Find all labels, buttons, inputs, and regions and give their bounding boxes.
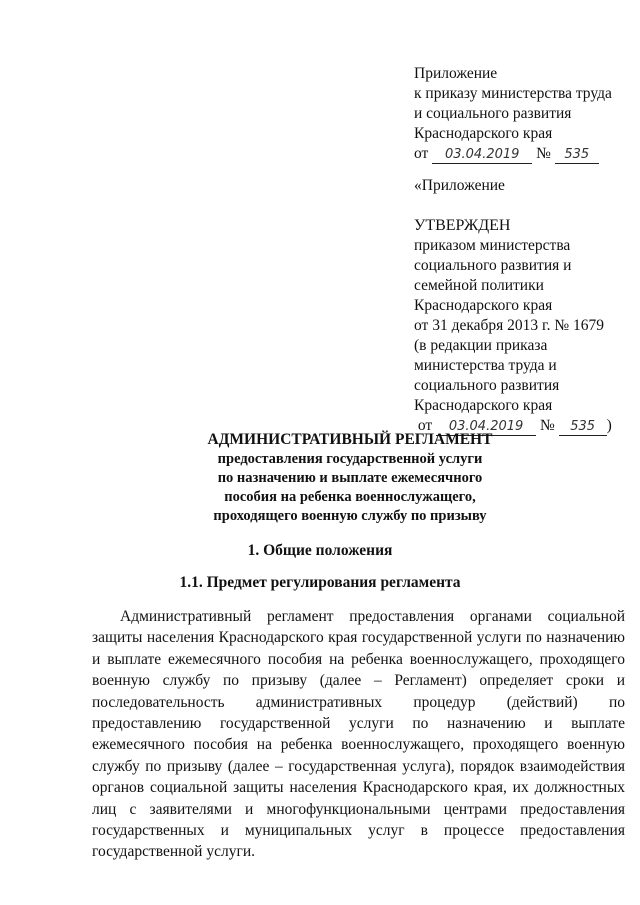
appendix-date-handwritten: 03.04.2019 bbox=[432, 147, 532, 164]
appendix-line-1: Приложение bbox=[414, 65, 498, 82]
approval-date-prefix: от bbox=[417, 417, 433, 434]
appendix-header bbox=[414, 64, 634, 164]
approval-number-prefix: № bbox=[539, 417, 555, 434]
document-title-line-3: пособия на ребенка военнослужащего, bbox=[224, 489, 476, 505]
approval-line-3: семейной политики bbox=[414, 277, 544, 294]
approval-line-2: социального развития и bbox=[414, 257, 572, 274]
appendix-number-handwritten: 535 bbox=[555, 147, 599, 164]
approval-line-1: приказом министерства bbox=[414, 237, 571, 254]
approval-number-handwritten: 535 bbox=[559, 419, 607, 436]
section-heading-1-1: 1.1. Предмет регулирования регламента bbox=[179, 574, 461, 591]
appendix-line-2: к приказу министерства труда bbox=[414, 85, 612, 102]
section-heading-1: 1. Общие положения bbox=[247, 542, 393, 559]
approval-line-6: (в редакции приказа bbox=[414, 337, 548, 354]
approval-date-handwritten: 03.04.2019 bbox=[436, 419, 536, 436]
approval-line-5: от 31 декабря 2013 г. № 1679 bbox=[414, 317, 605, 334]
body-paragraph-text: Административный регламент предоставления органами социальной защиты населения Краснодарского края государственной услуги по назначению и выплате ежемесячного пособия на ребенка военнослужащего, проходящего военную службу по призыву (далее – Регламент) определяет сроки и последовательность административных процедур (действий) по предоставлению государственной услуги по назначению и выплате ежемесячного пособия на ребенка военнослужащего, проходящего военную службу по призыву (далее – государственная услуга), порядок взаимодействия органов социальной защиты населения Краснодарского края, их должностных лиц с заявителями и многофункциональными центрами предоставления государственных и муниципальных услуг в процессе предоставления государственной услуги. bbox=[92, 608, 625, 861]
approval-line-4: Краснодарского края bbox=[414, 297, 553, 314]
approval-block bbox=[414, 216, 634, 436]
document-title-main: АДМИНИСТРАТИВНЫЙ РЕГЛАМЕНТ bbox=[207, 431, 493, 448]
approval-title: УТВЕРЖДЕН bbox=[414, 217, 511, 234]
appendix-line-3: и социального развития bbox=[414, 105, 572, 122]
quote-appendix bbox=[414, 176, 634, 196]
approval-line-9: Краснодарского края bbox=[414, 397, 553, 414]
approval-line-7: министерства труда и bbox=[414, 357, 557, 374]
document-title-line-1: предоставления государственной услуги bbox=[217, 451, 483, 467]
approval-line-8: социального развития bbox=[414, 377, 560, 394]
appendix-date-prefix: от bbox=[414, 145, 429, 162]
appendix-number-prefix: № bbox=[536, 145, 551, 162]
body-paragraph bbox=[92, 606, 625, 863]
document-title-line-4: проходящего военную службу по призыву bbox=[213, 508, 487, 524]
approval-closing-paren: ) bbox=[606, 417, 612, 434]
appendix-line-4: Краснодарского края bbox=[414, 125, 553, 142]
document-title-line-2: по назначению и выплате ежемесячного bbox=[217, 470, 483, 486]
quote-appendix-label: «Приложение bbox=[414, 177, 505, 194]
document-title bbox=[150, 430, 550, 526]
appendix-date-line bbox=[414, 144, 634, 164]
